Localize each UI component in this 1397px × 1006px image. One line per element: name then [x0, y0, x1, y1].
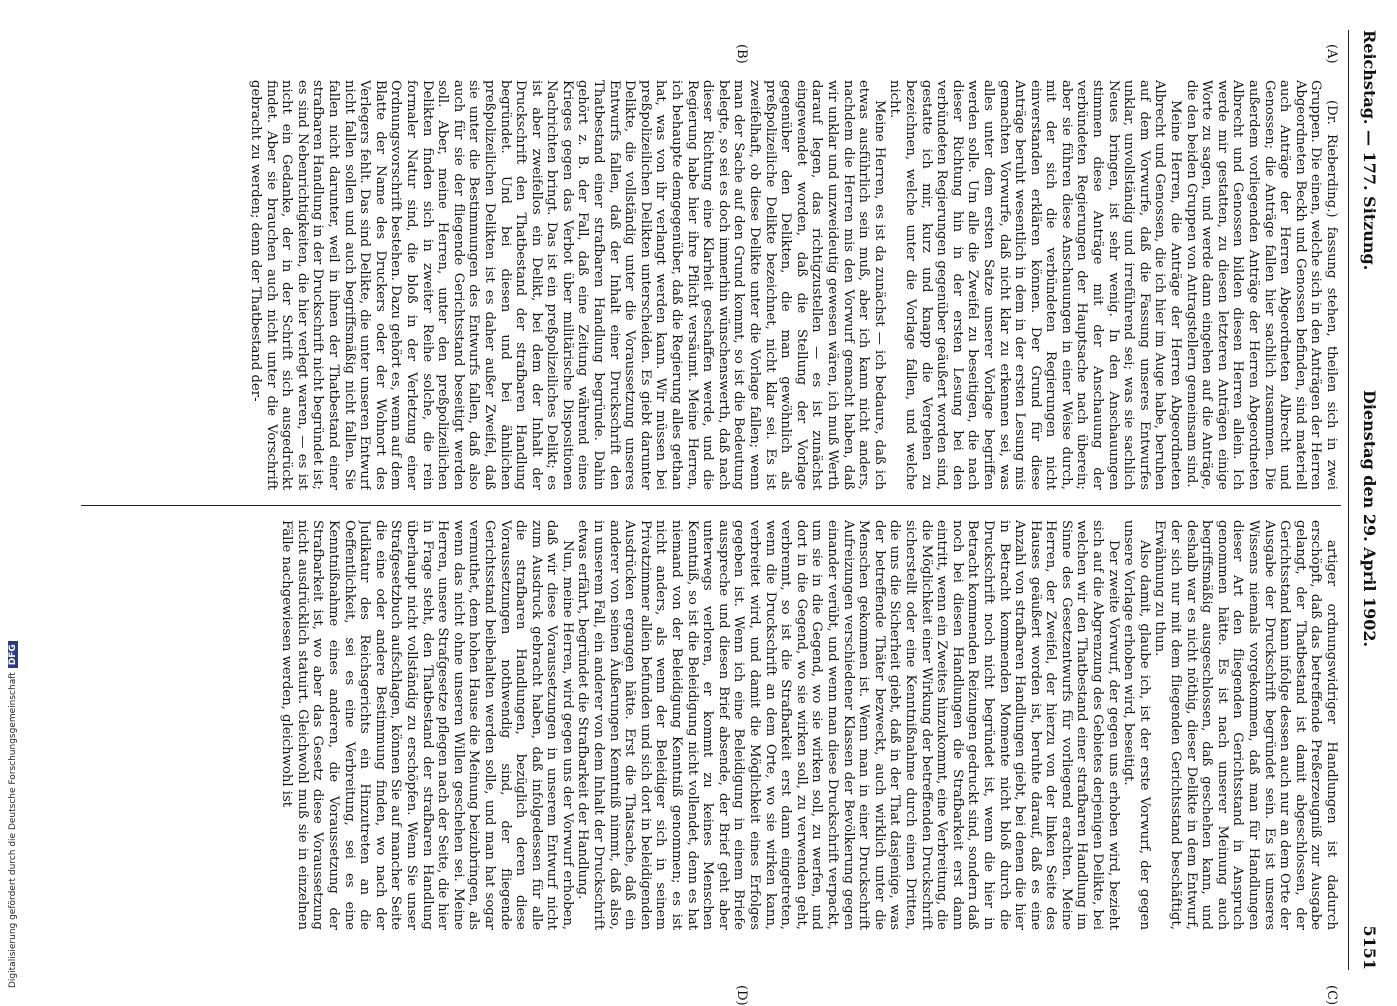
header-center: Dienstag den 29. April 1902. — [1360, 390, 1379, 648]
page-number: 5151 — [1360, 925, 1379, 970]
digitization-credit — [8, 588, 18, 988]
paragraph: Also damit, glaube ich, ist der erste Vorwurf, der gegen unsere Vorlage erhoben wird, beseitigt. — [1121, 520, 1152, 930]
margin-marker-d: (D) — [734, 985, 749, 1006]
margin-marker-a: (A) — [1324, 44, 1339, 64]
text-column-right — [89, 520, 1339, 930]
dfg-logo: DFG — [8, 641, 18, 668]
paragraph: Meine Herren, es ist da zunächst — ich bedaure, daß ich etwas ausführlich sein muß, aber ich kann nicht anders, nachdem die Herren mis den Vorwurf gemacht haben, daß wir unklar und unzweideutig gewesen wären, ich muß Werth darauf legen, das richtigzustellen — es ist zunächst eingewendet worden, daß die Stellung der Vorlage gegenüber den Delikten, die man gewöhnlich als preßpolizeiliche Delikte bezeichnet, nicht klar sei. Es ist zweifelhaft, ob diese Delikte unter die Vorlage fallen; wenn man der Sache auf den Grund kommt, so ist die Bedeutung belegte, so sei es doch immerhin wünschenswerth, daß nach dieser Richtung eine Klarheit geschaffen werde, und die Regierung habe hier ihre Pflicht versäumt. Meine Herren, ich behaupte demgegenüber, daß die Regierung alles gethan hat, was von ihr verlangt werden kann. Wir müssen bei preßpolizeilichen Delikten unterscheiden. Es giebt darunter Delikte, die vollständig unter die Voraussetzung unseres Entwurfs fallen, daß der Inhalt einer Druckschrift den Thatbestand einer strafbaren Handlung begründe. Dahin gehört z. B. der Fall, daß eine Zeitung während eines Krieges gegen das Verbot über militärische Dispositionen Nachrichten bringt. Das ist ein preßpolizeiliches Delikt; es ist aber zweifellos ein Delikt, bei dem der Inhalt der Druckschrift den Thatbestand der strafbaren Handlung begründet. Und bei diesen und bei ähnlichen preßpolizeilichen Delikten ist es daher außer Zweifel, daß sie unter die Bestimmungen des Entwurfs fallen, daß also auch für sie der fliegende Gerichtsstand beseitigt werden soll. Aber, meine Herren, unter den preßpolizeilichen Delikten finden sich in zweiter Reihe solche, die rein formaler Natur sind, die bloß in der Verletzung einer Ordnungsvorschrift bestehen. Dazu gehört es, wenn auf dem Blatte der Name des Druckers oder der Wohnort des Verlegers fehlt. Das sind Delikte, die unter unseren Entwurf nicht fallen sollen und auch begriffsmäßig nicht fallen. Sie fallen nicht darunter, weil in ihnen der Thatbestand einer strafbaren Handlung in der Druckschrift nicht begründet ist; es sind Nebenrichtigkeiten, die hier verlegt waren, — es ist nicht ein Gedanke, der in der Schrift sich ausgedrückt findet. Aber sie brauchen auch nicht unter die Vorschrift gebracht zu werden; denn der Thatbestand der- — [248, 80, 887, 490]
page-header — [1351, 30, 1385, 970]
paragraph: Der zweite Vorwurf, der gegen uns erhoben wird, bezieht sich auf die Abgrenzung des Gebietes derjenigen Delikte, bei welchen wir den Thatbestand einer strafbaren Handlung im Sinne des Gesetzentwurfs für vorliegend erachten. Meine Herren, der Zweifel, der hierzu von der linken Seite des Hauses geäußert worden ist, beruhte darauf, daß es eine Anzahl von strafbaren Handlungen giebt, bei denen die hier in Betracht kommenden Momente nicht bloß durch die Druckschrift noch nicht begründet ist, wenn die hier in Betracht kommenden Reizungen gedruckt sind, sondern daß noch bei diesen Handlungen die Strafbarkeit erst dann eintritt, wenn ein Zweites hinzukommt, eine Verbreitung, die die Möglichkeit einer Wirkung der betreffenden Druckschrift sicherstellt oder eine Kenntnißnahme durch einen Dritten, die uns die Sicherheit giebt, daß in der That dasjenige, was der betreffende Thäter bezweckt, auch wirklich unter die Menschen gekommen ist. Wenn man in einer Druckschrift Aufreizungen verschiedener Klassen der Bevölkerung gegen einander verübt, und wenn man diese Druckschrift verpackt, um sie in die Gegend, wo sie wirken soll, zu werfen, und dort in die Gegend, wo sie wirken soll, zu verwenden geht, verbrennt, so ist die Strafbarkeit erst dann eingetreten, wenn die Druckschrift an dem Orte, wo sie wirken kann, verbreitet wird, und damit die Möglichkeit eines Erfolges gegeben ist. Wenn ich eine Beleidigung in einem Briefe ausspreche und diesen Brief absende, der Brief geht aber unterwegs verloren, er kommt zu keines Menschen Kenntniß, so ist die Beleidigung nicht vollendet, denn es hat niemand von der Beleidigung Kenntniß genommen; es ist nicht anders, als wenn der Beleidiger sich in seinem Privatzimmer allein befunden und sich dort in beleidigenden Ausdrücken ergangen hätte. Erst die Thatsache, daß ein anderer von seinen Äußerungen Kenntniß nimmt, daß also, in unserem Fall, ein anderer von dem Inhalt der Druckschrift etwas erfährt, begründet die Strafbarkeit der Handlung. — [575, 520, 1121, 930]
paragraph: (Dr. Rieberding.) fassung stehen, theilen sich in zwei Gruppen. Die einen, welche sich in den Anträgen der Herren Abgeordneten Beckh und Genossen befinden, sind materiell auch Anträge der Herren Abgeordneten Albrecht und Genossen; die Anträge fallen hier sachlich zusammen. Die außerdem vorliegenden Anträge der Herren Abgeordneten Albrecht und Genossen bilden diesen Herren allein. Ich werde mir gestatten, zu diesen letzteren Anträgen einige Worte zu sagen, und werde dann eingehen auf die Anträge, die den beiden Gruppen von Antragstellern gemeinsam sind. — [1183, 80, 1339, 490]
paragraph: Meine Herren, die Anträge der Herren Abgeordneten Albrecht und Genossen, die ich hier im Auge habe, beruhen auf dem Vorwurfe, daß die Fassung unseres Entwurfes unklar, unvollständig und irreführend sei; was sie sachlich Neues bringen, ist sehr wenig. In den Anschauungen stimmen diese Anträge mit der Anschauung der verbündeten Regierungen der Hauptsache nach überein; aber sie führen diese Anschauungen in einer Weise durch, mit der sich die verbündeten Regierungen nicht einverstanden erklären können. Der Grund für diese Anträge beruht wesentlich in dem in der ersten Lesung mis gemachten Vorwurfe, daß nicht klar zu erkennen sei, was alles unter dem ersten Satze unserer Vorlage begriffen werden solle. Um alle die Zweifel zu beseitigen, die nach dieser Richtung hin in der ersten Lesung bei den verbündeten Regierungen gegenüber geäußert worden sind, gestatte ich mir, kurz und knapp die Vergehen zu bezeichnen, welche unter die Vorlage fallen, und welche nicht. — [887, 80, 1184, 490]
paragraph: Nun, meine Herren, wird gegen uns der Vorwurf erhoben, daß wir diese Voraussetzungen in unserem Entwurf nicht zum Ausdruck gebracht haben, daß infolgedessen für alle die strafbaren Handlungen, bezüglich deren diese Voraussetzungen nothwendig sind, der fliegende Gerichtsstand beibehalten werden solle, und man hat sogar vermuthet, dem hohen Hause die Meinung beizubringen, als wenn das nicht ohne unseren Willen geschehen sei. Meine Herren, unsere Strafgesetze pflegen nach der Seite, die hier in Frage steht, den Thatbestand der strafbaren Handlung überhaupt nicht vollständig zu erschöpfen. Wenn Sie unser Strafgesetzbuch aufschlagen, können Sie auf mancher Seite die eine oder andere Bestimmung finden, wo nach der Judikatur des Reichsgerichts ein Hinzutreten an die Oeffentlichkeit, sei es eine Verbreitung, sei es eine Kenntnißnahme eines anderen, die Voraussetzung der Strafbarkeit ist, wo aber das Gesetz diese Voraussetzung nicht ausdrücklich statuirt. Gleichwohl muß sie in einzelnen Fälle nachgewiesen werden, gleichwohl ist — [279, 520, 575, 930]
header-rule — [1348, 30, 1349, 970]
margin-marker-c: (C) — [1324, 985, 1339, 1006]
text-column-left — [89, 80, 1339, 490]
margin-marker-b: (B) — [734, 44, 749, 64]
header-left: Reichstag. — 177. Sitzung. — [1360, 30, 1379, 271]
column-divider — [81, 505, 1341, 506]
credit-text: Digitalisierung gefördert durch die Deutsche Forschungsgemeinschaft — [8, 672, 18, 988]
paragraph: artiger ordnungswidriger Handlungen ist dadurch erschöpft, daß das betreffende Preßerzeugniß zur Ausgabe gelangt, der Thatbestand ist damit abgeschlossen, der Gerichtsstand kann infolge dessen auch nur an dem Orte der Ausgabe der Druckschrift begründet sein. Es ist unseres Wissens niemals vorgekommen, daß man für Handlungen dieser Art den fliegenden Gerichtsstand in Anspruch genommen hätte. Es ist nach unserer Meinung auch begriffsmäßig ausgeschlossen, daß geschehen kann, und deshalb war es nicht nöthig, dieser Delikte in dem Entwurf, der sich nur mit dem fliegenden Gerichtsstand beschäftigt, Erwähnung zu thun. — [1152, 520, 1339, 930]
